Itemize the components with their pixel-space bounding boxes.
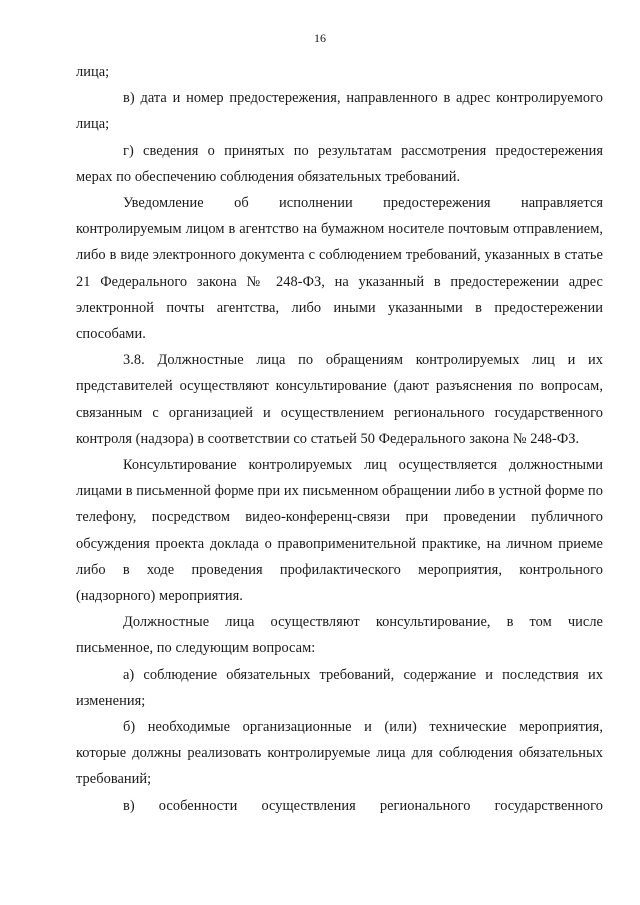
paragraph-item-v-features: в) особенности осуществления регионального государственного [123, 797, 603, 814]
paragraph-item-g: г) сведения о принятых по результатам рассмотрения предостережения мерах по обеспечению соблюдения обязательных требований. [76, 142, 603, 185]
paragraph-consulting-topics: Должностные лица осуществляют консультирование, в том числе письменное, по следующим вопросам: [76, 614, 603, 657]
paragraph-consulting: Консультирование контролируемых лиц осуществляется должностными лицами в письменной форме при их письменном обращении либо в устной форме по телефону, посредством видео-конференц-связи при проведении публичного обсуждения проекта доклада о правоприменительной практике, на личном приеме либо в ходе проведения профилактического мероприятия, контрольного (надзорного) мероприятия. [76, 457, 603, 605]
paragraph-item-b: б) необходимые организационные и (или) технические мероприятия, которые должны реализовать контролируемые лица для соблюдения обязательных требований; [76, 719, 603, 788]
paragraph-continuation: лица; [76, 64, 110, 80]
paragraph-item-v: в) дата и номер предостережения, направленного в адрес контролируемого лица; [76, 90, 603, 133]
paragraph-item-a: а) соблюдение обязательных требований, содержание и последствия их изменения; [76, 666, 603, 709]
document-body [76, 59, 603, 819]
paragraph-section-3-8: 3.8. Должностные лица по обращениям контролируемых лиц и их представителей осуществляют консультирование (дают разъяснения по вопросам, связанным с организацией и осуществлением регионального государственного контроля (надзора) в соответствии со статьей 50 Федерального закона № 248-ФЗ. [76, 352, 603, 447]
page-number: 16 [314, 31, 326, 45]
paragraph-notification: Уведомление об исполнении предостережения направляется контролируемым лицом в агентство на бумажном носителе почтовым отправлением, либо в виде электронного документа с соблюдением требований, указанных в статье 21 Федерального закона № 248-ФЗ, на указанный в предостережении адрес электронной почты агентства, либо иными указанными в предостережении способами. [76, 195, 603, 343]
